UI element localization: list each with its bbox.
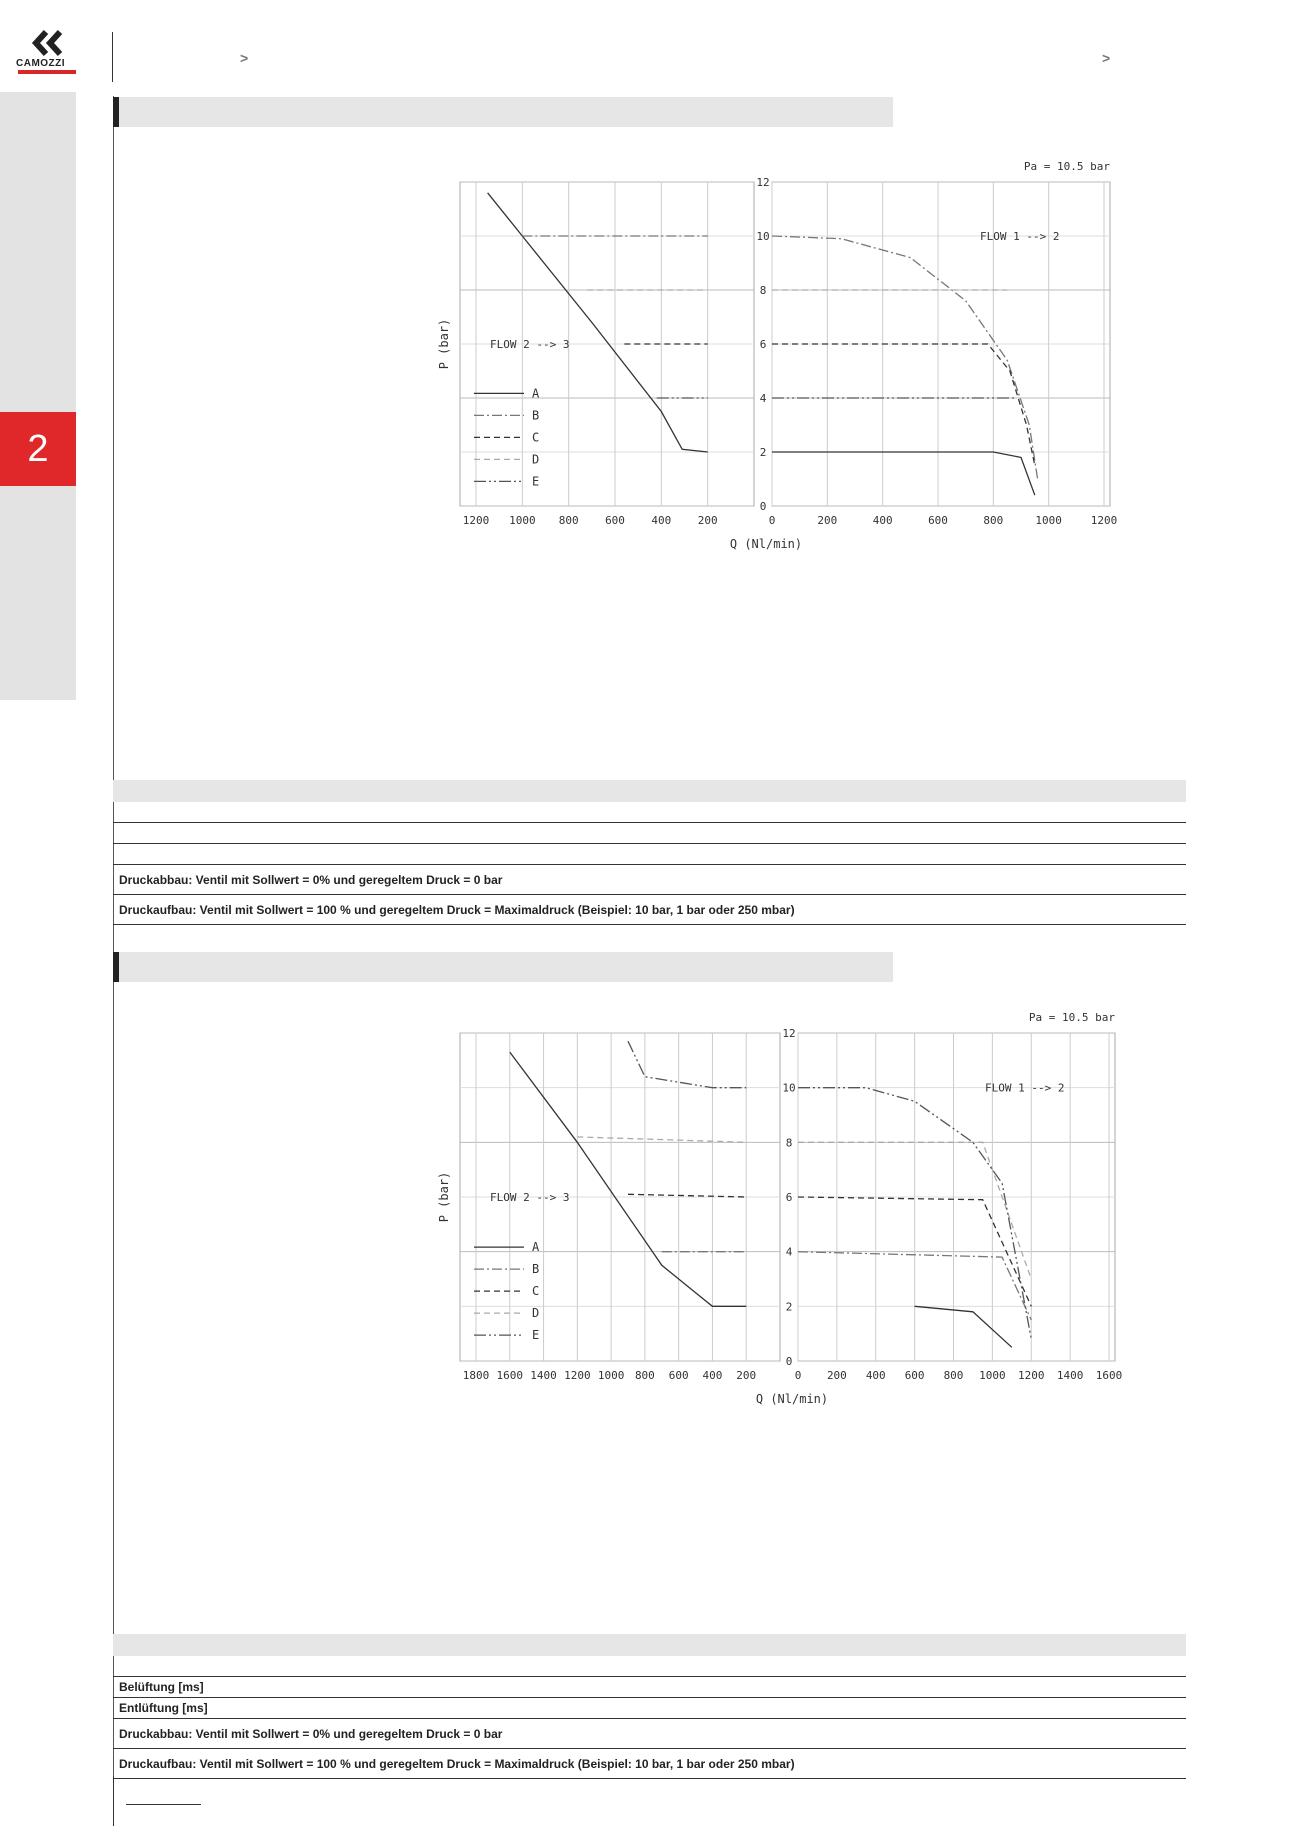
response-table-2 [113, 1634, 1186, 1779]
footer-divider [113, 1776, 114, 1826]
x-tick-label: 1000 [979, 1369, 1006, 1382]
x-tick-label: 1000 [509, 514, 536, 527]
x-tick-label: 1000 [597, 1369, 625, 1382]
breadcrumb-chevron-1[interactable]: > [240, 50, 249, 66]
flow-annotation: FLOW 2 --> 3 [490, 338, 570, 351]
y-tick-label: 8 [785, 1136, 793, 1150]
y-tick-label: 10 [782, 1081, 796, 1095]
x-tick-label: 600 [904, 1369, 925, 1382]
table-row [113, 802, 1186, 823]
header-divider [112, 32, 113, 82]
legend-label: B [532, 408, 540, 423]
legend-label: E [532, 1328, 540, 1343]
x-axis-label: Q (Nl/min) [729, 537, 803, 551]
x-tick-label: 1800 [462, 1369, 490, 1382]
y-axis-label: P (bar) [437, 1171, 451, 1223]
x-tick-label: 1200 [462, 514, 490, 527]
y-axis-label: P (bar) [437, 318, 451, 370]
footer-rule [126, 1804, 201, 1805]
x-tick-label: 1200 [1090, 514, 1118, 527]
legend-label: A [532, 1240, 540, 1255]
response-table-1 [113, 780, 1186, 925]
flow-chart-1 [420, 150, 1140, 570]
series-line-d [577, 1137, 746, 1142]
x-tick-label: 600 [928, 514, 948, 527]
series-line-a [488, 193, 708, 452]
legend-label: E [532, 474, 540, 489]
chart-title: Pa = 10.5 bar [1028, 1011, 1115, 1024]
x-tick-label: 400 [865, 1369, 886, 1382]
series-line-a [915, 1306, 1012, 1347]
y-tick-label: 2 [759, 446, 767, 459]
x-tick-label: 0 [768, 514, 776, 527]
y-tick-label: 6 [759, 338, 767, 351]
flow-chart-2 [420, 1005, 1140, 1425]
x-tick-label: 400 [702, 1369, 723, 1382]
table-row: Belüftung [ms] [113, 1677, 1186, 1698]
flow-annotation: FLOW 2 --> 3 [490, 1191, 570, 1204]
sidebar-panel-lower [0, 486, 76, 700]
series-line-b [772, 236, 1038, 479]
x-tick-label: 1600 [496, 1369, 524, 1382]
y-tick-label: 4 [785, 1245, 793, 1259]
series-line-c [772, 344, 1035, 466]
y-tick-label: 6 [785, 1191, 793, 1204]
series-line-a [510, 1052, 746, 1306]
x-tick-label: 1400 [1056, 1369, 1084, 1382]
x-tick-label: 1200 [564, 1369, 591, 1382]
logo-bar [18, 70, 76, 74]
flow-annotation: FLOW 1 --> 2 [980, 230, 1060, 243]
x-tick-label: 1600 [1095, 1369, 1123, 1382]
flow-annotation: FLOW 1 --> 2 [985, 1081, 1065, 1095]
legend-label: C [532, 430, 540, 445]
y-tick-label: 12 [782, 1027, 796, 1040]
logo-text: CAMOZZI [16, 58, 66, 69]
x-tick-label: 200 [826, 1369, 847, 1382]
y-tick-label: 0 [785, 1355, 793, 1368]
section-header-1 [113, 97, 893, 127]
y-tick-label: 0 [759, 500, 767, 513]
table-row [113, 844, 1186, 865]
legend-label: D [532, 1306, 540, 1321]
series-line-e [628, 1041, 746, 1088]
x-tick-label: 200 [736, 1369, 757, 1382]
x-tick-label: 400 [872, 514, 893, 527]
y-tick-label: 4 [759, 392, 767, 405]
x-tick-label: 1000 [1035, 514, 1062, 527]
x-tick-label: 1400 [530, 1369, 557, 1382]
table-row [113, 1656, 1186, 1677]
x-tick-label: 600 [605, 514, 625, 527]
table-row [113, 823, 1186, 844]
y-tick-label: 10 [756, 230, 770, 243]
table-row: Druckabbau: Ventil mit Sollwert = 0% und geregeltem Druck = 0 bar [113, 1719, 1186, 1749]
table-row: Druckaufbau: Ventil mit Sollwert = 100 % und geregeltem Druck = Maximaldruck (Beispiel: 10 bar, 1 bar oder 250 mbar) [113, 895, 1186, 925]
x-axis-label: Q (Nl/min) [755, 1392, 829, 1406]
x-tick-label: 800 [943, 1369, 964, 1382]
x-tick-label: 400 [651, 514, 672, 527]
x-tick-label: 1200 [1018, 1369, 1045, 1382]
x-tick-label: 200 [817, 514, 838, 527]
sidebar-panel-upper [0, 92, 76, 412]
table-row: Entlüftung [ms] [113, 1698, 1186, 1719]
x-tick-label: 800 [983, 514, 1004, 527]
breadcrumb-chevron-2[interactable]: > [1102, 50, 1111, 66]
legend-label: B [532, 1262, 540, 1277]
x-tick-label: 800 [634, 1369, 655, 1382]
content-divider [113, 96, 114, 1776]
chart-title: Pa = 10.5 bar [1023, 160, 1110, 173]
series-line-a [772, 452, 1035, 495]
x-tick-label: 0 [794, 1369, 802, 1382]
x-tick-label: 600 [668, 1369, 689, 1382]
y-tick-label: 8 [759, 284, 767, 297]
section-header-2 [113, 952, 893, 982]
table-header [113, 1634, 1186, 1656]
legend-label: A [532, 386, 540, 401]
y-tick-label: 12 [756, 176, 770, 189]
legend-label: D [532, 452, 540, 467]
y-tick-label: 2 [785, 1300, 793, 1314]
x-tick-label: 800 [558, 514, 579, 527]
legend-label: C [532, 1284, 540, 1299]
section-tab[interactable]: 2 [0, 412, 76, 486]
table-header [113, 780, 1186, 802]
camozzi-logo-icon [30, 28, 78, 58]
table-row: Druckaufbau: Ventil mit Sollwert = 100 % und geregeltem Druck = Maximaldruck (Beispiel: 10 bar, 1 bar oder 250 mbar) [113, 1749, 1186, 1779]
table-row: Druckabbau: Ventil mit Sollwert = 0% und geregeltem Druck = 0 bar [113, 865, 1186, 895]
x-tick-label: 200 [697, 514, 718, 527]
